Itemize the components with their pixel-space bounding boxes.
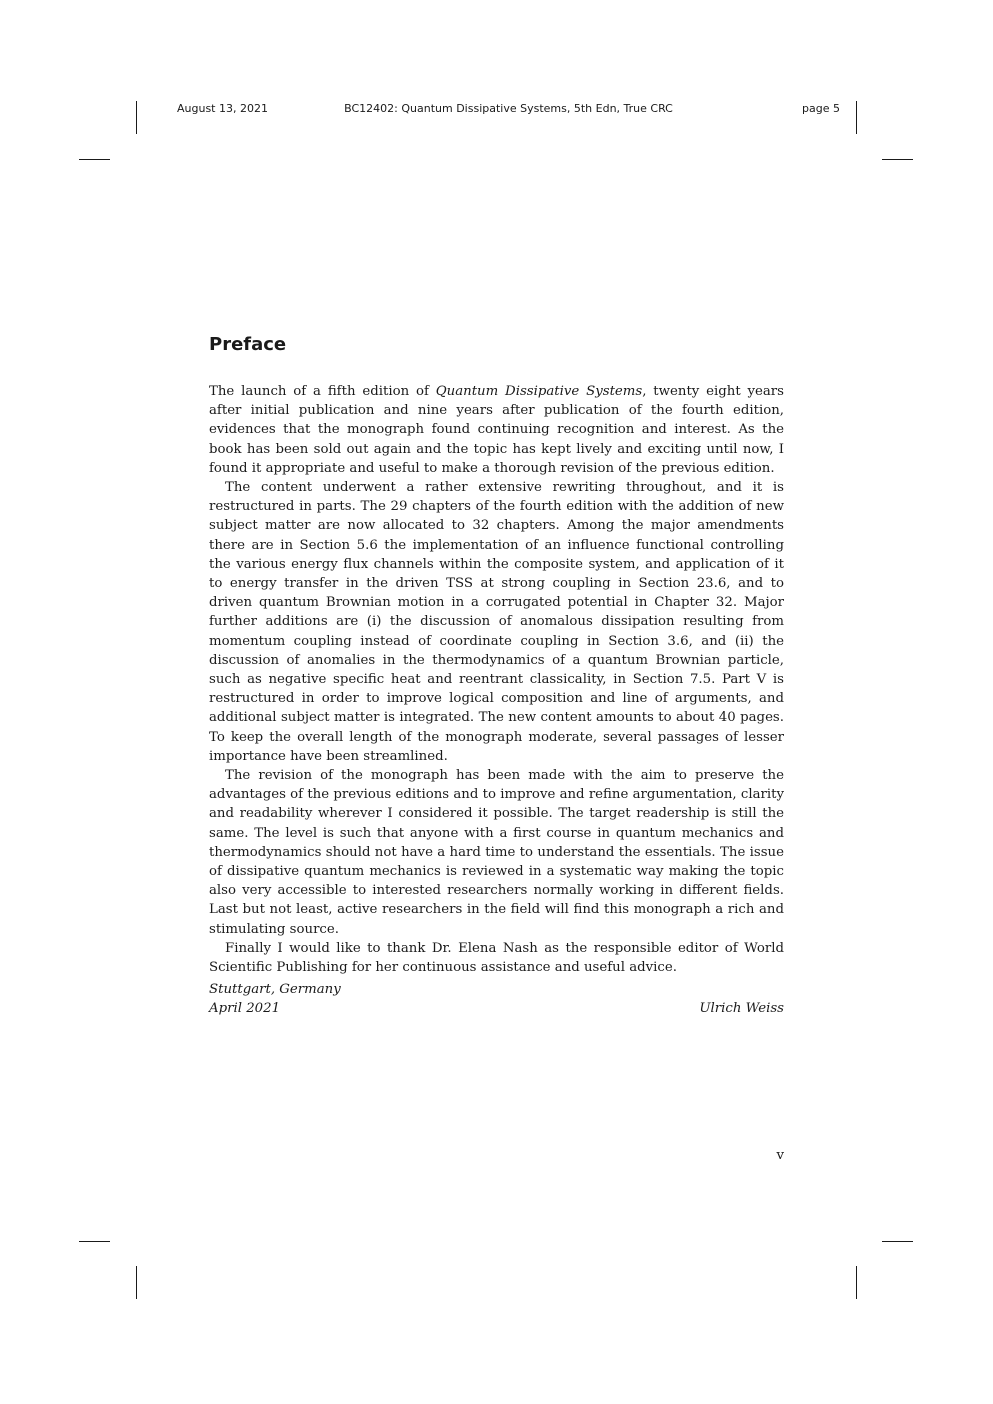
signature-date: April 2021 — [209, 1001, 281, 1016]
paragraph: The content underwent a rather extensive rewriting throughout, and it is restructured in parts. The 29 chapters of the fourth edition with the addition of new subject matter are now allocated to 32 chapters. Among the major amendments there are in Section 5.6 the implementation of an influence functional controlling the various energy flux channels within the composite system, and application of it to energy transfer in the driven TSS at strong coupling in Section 23.6, and to driven quantum Brownian motion in a corrugated potential in Chapter 32. Major further additions are (i) the discussion of anomalous dissipation resulting from momentum coupling instead of coordinate coupling in Section 3.6, and (ii) the discussion of anomalies in the thermodynamics of a quantum Brownian particle, such as negative specific heat and reentrant classicality, in Section 7.5. Part V is restructured in order to improve logical composition and line of arguments, and additional subject matter is integrated. The new content amounts to about 40 pages. To keep the overall length of the monograph moderate, several passages of lesser importance have been streamlined. — [209, 480, 784, 764]
crop-mark — [136, 1266, 137, 1299]
preface-body — [209, 382, 784, 977]
header-page-label: page 5 — [802, 102, 840, 115]
crop-mark — [79, 159, 110, 160]
crop-mark — [882, 1241, 913, 1242]
paragraph-text: The launch of a fifth edition of — [209, 384, 436, 399]
book-title: Quantum Dissipative Systems — [435, 384, 643, 399]
paragraph: The revision of the monograph has been made with the aim to preserve the advantages of the previous editions and to improve and refine argumentation, clarity and readability wherever I considered it possible. The target readership is still the same. The level is such that anyone with a first course in quantum mechanics and thermodynamics should not have a hard time to understand the essentials. The issue of dissipative quantum mechanics is reviewed in a systematic way making the topic also very accessible to interested researchers normally working in different fields. Last but not least, active researchers in the field will find this monograph a rich and stimulating source. — [209, 768, 784, 937]
signature-place-text: Stuttgart, Germany — [209, 982, 341, 997]
signature-author: Ulrich Weiss — [699, 1001, 784, 1016]
page-number: v — [776, 1148, 784, 1163]
crop-mark — [136, 101, 137, 134]
crop-mark — [882, 159, 913, 160]
page-title: Preface — [209, 334, 287, 355]
signature-place — [209, 980, 784, 999]
header-date: August 13, 2021 — [177, 102, 268, 115]
signature-line — [209, 999, 784, 1018]
running-header — [177, 102, 840, 118]
paragraph-text: , twenty eight years after initial publication and nine years after publication of the fourth edition, evidences that the monograph found continuing recognition and interest. As the book has been sold out again and the topic has kept lively and exciting until now, I found it appropriate and useful to make a thorough revision of the previous edition. — [209, 384, 784, 476]
crop-mark — [856, 101, 857, 134]
crop-mark — [856, 1266, 857, 1299]
crop-mark — [79, 1241, 110, 1242]
paragraph: Finally I would like to thank Dr. Elena Nash as the responsible editor of World Scientific Publishing for her continuous assistance and useful advice. — [209, 940, 784, 976]
paragraph — [209, 382, 784, 478]
header-title: BC12402: Quantum Dissipative Systems, 5th Edn, True CRC — [344, 102, 673, 115]
